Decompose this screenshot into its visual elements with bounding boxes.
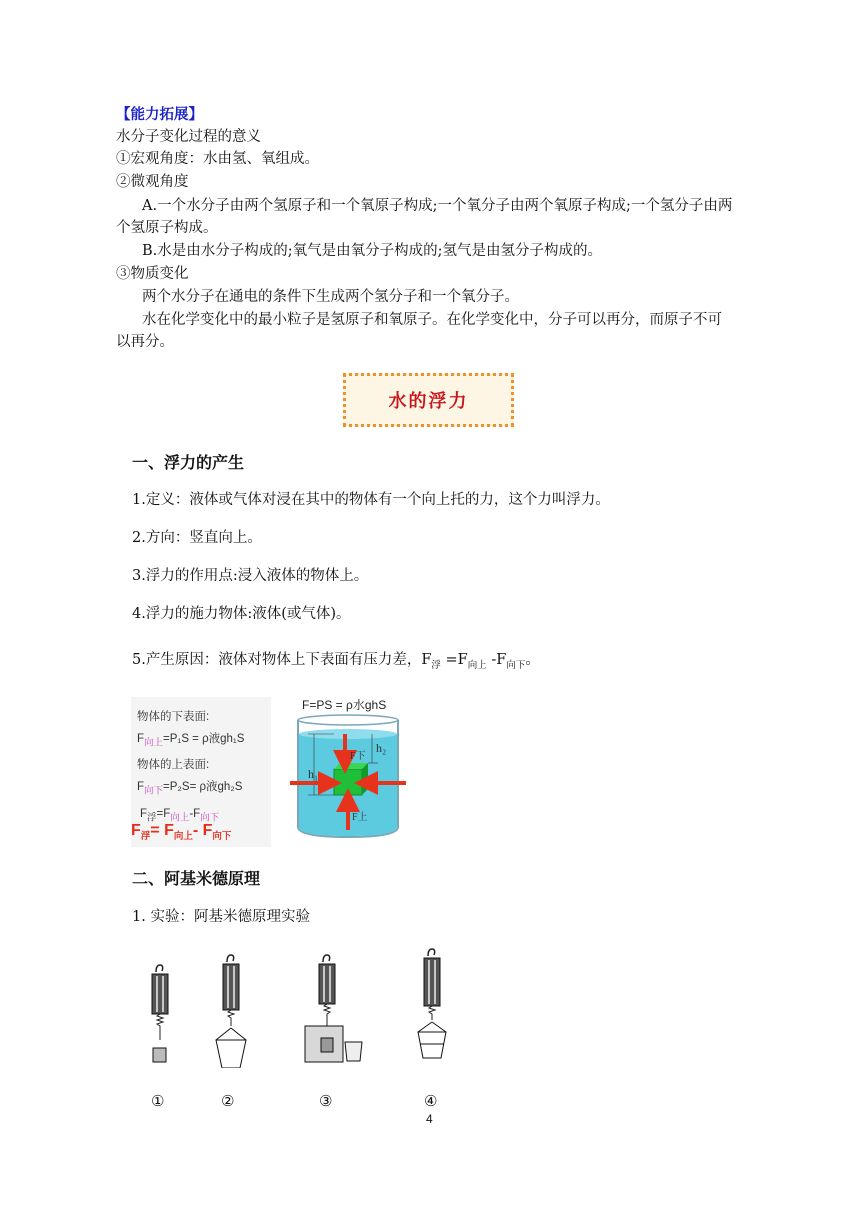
label-f-down: F下 — [350, 751, 366, 762]
change-title: ③物质变化 — [116, 266, 189, 282]
beaker-rim — [298, 715, 398, 725]
label-h2: h₂ — [376, 741, 387, 755]
buoyancy-formula-big: $F_浮= F_{向上}-$ $F_{向下}$ — [131, 822, 232, 843]
page-number: 4 — [426, 1112, 433, 1126]
micro-point-b: B.水是由水分子构成的;氧气是由氧分子构成的;氢气是由氢分子构成的。 — [142, 243, 603, 259]
experiment-label-2: ② — [221, 1092, 235, 1110]
change-point-2: 水在化学变化中的最小粒子是氢原子和氧原子。在化学变化中，分子可以再分，而原子不可以再分。 — [116, 312, 722, 350]
item-cause: 5.产生原因：液体对物体上下表面有压力差，$F_浮 =F_{向上}$ $-F_{向下}$。 — [132, 652, 540, 671]
cube — [334, 769, 362, 795]
item-point-of-action: 3.浮力的作用点:浸入液体的物体上。 — [132, 568, 369, 584]
section-banner — [343, 373, 514, 427]
scale-4 — [418, 949, 446, 1058]
label-h1: h₁ — [308, 767, 319, 781]
item-direction: 2.方向：竖直向上。 — [132, 530, 262, 546]
banner-title: 水的浮力 — [388, 391, 469, 412]
change-point-1: 两个水分子在通电的条件下生成两个氢分子和一个氧分子。 — [142, 289, 519, 305]
heading-archimedes: 二、阿基米德原理 — [132, 869, 261, 888]
experiment-label-4: ④ — [424, 1092, 438, 1110]
micro-point-a: A.一个水分子由两个氢原子和一个氧原子构成;一个氧分子由两个氧原子构成;一个氢分子由两个氢原子构成。 — [116, 198, 733, 236]
heading-buoyancy-origin: 一、浮力的产生 — [132, 453, 245, 472]
archimedes-experiment-diagram — [140, 948, 460, 1068]
item-experiment: 1. 实验：阿基米德原理实验 — [132, 909, 310, 925]
scale-3 — [305, 955, 362, 1062]
item-definition: 1.定义：液体或气体对浸在其中的物体有一个向上托的力，这个力叫浮力。 — [132, 492, 610, 508]
scale-2 — [216, 955, 246, 1068]
item-exerting-object: 4.浮力的施力物体:液体(或气体)。 — [132, 606, 351, 622]
label-f-up: F上 — [352, 812, 368, 823]
scale-1 — [152, 965, 168, 1062]
beaker-diagram — [288, 712, 408, 842]
macro-point: ①宏观角度：水由氢、氧组成。 — [116, 151, 319, 167]
experiment-label-1: ① — [151, 1092, 165, 1110]
pressure-formula-top: F=PS = ρ水ghS — [302, 698, 387, 712]
water-meaning-title: 水分子变化过程的意义 — [116, 129, 261, 145]
micro-title: ②微观角度 — [116, 174, 189, 190]
pressure-formulas: 物体的下表面: $F_{向上}=P_1S = \rho$液gh₁S 物体的上表面: $F_{向下}=P_2S= \rho$液gh₂S $F_浮=F_{向上}-F_{向下}$ — [137, 711, 245, 823]
cube-top — [334, 763, 368, 769]
section-tag: 【能力拓展】 — [116, 107, 203, 123]
experiment-label-3: ③ — [319, 1092, 333, 1110]
